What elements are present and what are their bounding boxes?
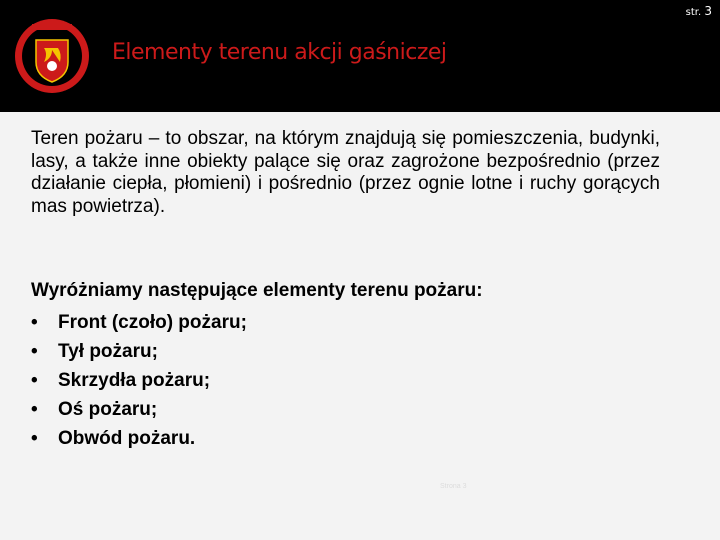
list-item-label: Front (czoło) pożaru; (58, 312, 247, 333)
footer-note: Strona 3 (440, 483, 467, 490)
slide-title: Elementy terenu akcji gaśniczej (112, 40, 447, 65)
list-item-label: Obwód pożaru. (58, 428, 196, 449)
bullet-icon: • (31, 399, 38, 420)
list-item-label: Oś pożaru; (58, 399, 158, 420)
intro-paragraph: Teren pożaru – to obszar, na którym znajdują się pomieszczenia, budynki, lasy, a także inne obiekty palące się oraz zagrożone bezpośrednio (przez działanie ciepła, płomieni) i pośrednio (przez ognie lotne i ruchy gorących mas powietrza). (31, 128, 660, 217)
elements-list (31, 308, 247, 453)
list-heading: Wyróżniamy następujące elementy terenu pożaru: (31, 280, 483, 301)
page-number-value: 3 (704, 4, 712, 18)
slide-content (0, 112, 720, 540)
page-label: str. (685, 7, 702, 18)
list-item (31, 395, 247, 424)
bullet-icon: • (31, 312, 38, 333)
slide-header (0, 0, 720, 112)
list-item (31, 366, 247, 395)
fire-brigade-emblem-icon (14, 18, 90, 94)
list-item-label: Tył pożaru; (58, 341, 158, 362)
list-item (31, 337, 247, 366)
list-item (31, 424, 247, 453)
bullet-icon: • (31, 370, 38, 391)
bullet-icon: • (31, 341, 38, 362)
list-item-label: Skrzydła pożaru; (58, 370, 211, 391)
bullet-icon: • (31, 428, 38, 449)
list-item (31, 308, 247, 337)
page-number (686, 4, 712, 18)
